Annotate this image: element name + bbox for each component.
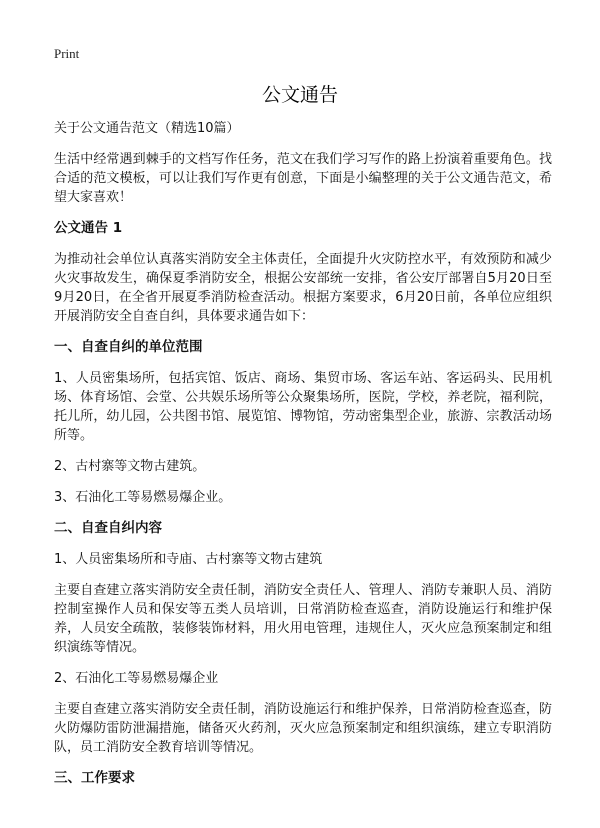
content-item-1-body: 主要自查建立落实消防安全责任制，消防安全责任人、管理人、消防专兼职人员、消防控制室操作人员和保安等五类人员培训，日常消防检查巡查，消防设施运行和维护保养，人员安全疏散，装修装饰材料，用火用电管理，违规住人，灭火应急预案制定和组织演练等情况。 — [54, 583, 552, 655]
section-title: 公文通告 1 — [54, 220, 123, 236]
article-subtitle: 关于公文通告范文（精选10篇） — [54, 121, 240, 136]
scope-item-2: 2、古村寨等文物古建筑。 — [54, 459, 206, 474]
heading-content: 二、自查自纠内容 — [54, 520, 162, 536]
heading-requirements: 三、工作要求 — [54, 770, 135, 786]
scope-item-1: 1、人员密集场所，包括宾馆、饭店、商场、集贸市场、客运车站、客运码头、民用机场、体育场馆、会堂、公共娱乐场所等公众聚集场所，医院，学校，养老院，福利院，托儿所，幼儿园，公共图书馆、展览馆、博物馆，劳动密集型企业，旅游、宗教活动场所等。 — [54, 371, 552, 443]
content-item-2-body: 主要自查建立落实消防安全责任制，消防设施运行和维护保养，日常消防检查巡查，防火防爆防雷防泄漏措施，储备灭火药剂，灭火应急预案制定和组织演练，建立专职消防队，员工消防安全教育培训等情况。 — [54, 702, 552, 755]
page-title: 公文通告 — [261, 84, 338, 106]
content-item-1-title: 1、人员密集场所和寺庙、古村寨等文物古建筑 — [54, 552, 323, 567]
section-intro-paragraph: 为推动社会单位认真落实消防安全主体责任，全面提升火灾防控水平，有效预防和减少火灾事故发生，确保夏季消防安全，根据公安部统一安排，省公安厅部署自5月20日至9月20日，在全省开展夏季消防检查活动。根据方案要求，6月20日前，各单位应组织开展消防安全自查自纠，具体要求通告如下： — [54, 252, 552, 324]
print-link[interactable]: Print — [54, 46, 80, 61]
scope-item-3: 3、石油化工等易燃易爆企业。 — [54, 490, 232, 505]
intro-paragraph: 生活中经常遇到棘手的文档写作任务，范文在我们学习写作的路上扮演着重要角色。找合适的范文模板，可以让我们写作更有创意，下面是小编整理的关于公文通告范文，希望大家喜欢！ — [54, 152, 552, 205]
heading-scope: 一、自查自纠的单位范围 — [54, 339, 203, 355]
content-item-2-title: 2、石油化工等易燃易爆企业 — [54, 671, 219, 686]
article-body — [54, 119, 552, 800]
